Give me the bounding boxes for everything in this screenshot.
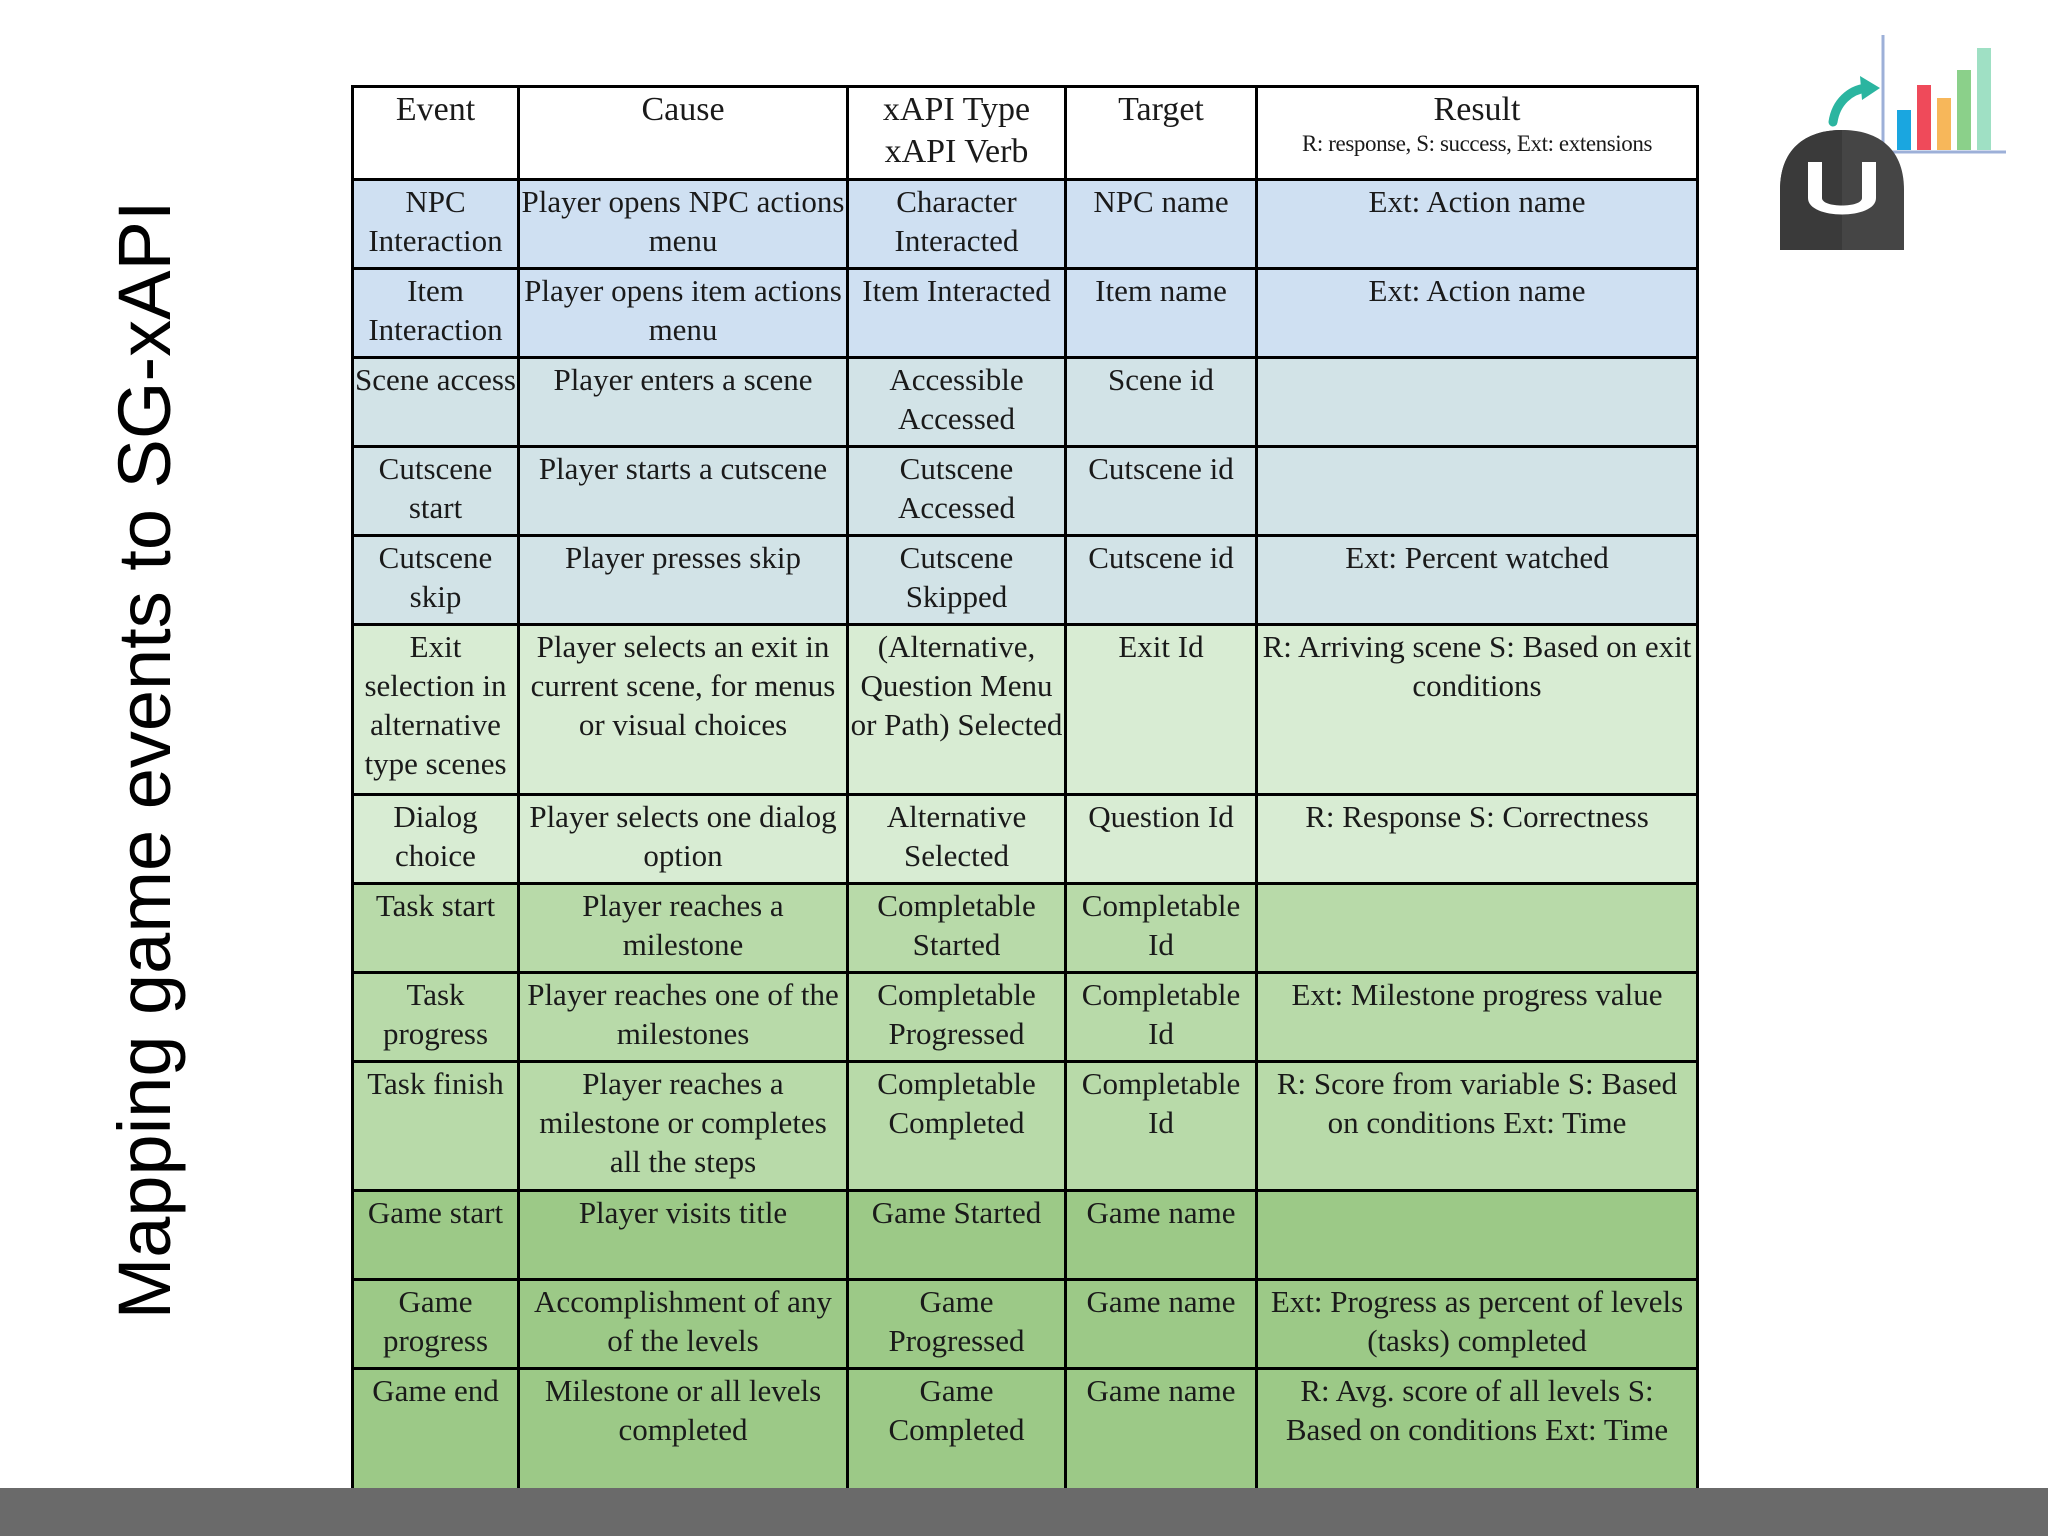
cell-target: Game name bbox=[1066, 1191, 1257, 1280]
cell-cause: Player reaches one of the milestones bbox=[519, 973, 848, 1062]
event-mapping-table bbox=[351, 85, 1699, 1499]
cell-result bbox=[1257, 358, 1698, 447]
cell-event: Game end bbox=[353, 1369, 519, 1498]
header-target: Target bbox=[1066, 87, 1257, 180]
header-result bbox=[1257, 87, 1698, 180]
cell-result: R: Avg. score of all levels S: Based on conditions Ext: Time bbox=[1257, 1369, 1698, 1498]
logo-graphic bbox=[1770, 30, 2010, 260]
cell-result: R: Score from variable S: Based on conditions Ext: Time bbox=[1257, 1062, 1698, 1191]
table-row bbox=[353, 536, 1698, 625]
cell-target: Completable Id bbox=[1066, 1062, 1257, 1191]
cell-event: Task finish bbox=[353, 1062, 519, 1191]
cell-xapi: Game Completed bbox=[848, 1369, 1066, 1498]
cell-xapi: Accessible Accessed bbox=[848, 358, 1066, 447]
cell-cause: Accomplishment of any of the levels bbox=[519, 1280, 848, 1369]
cell-xapi: Cutscene Skipped bbox=[848, 536, 1066, 625]
cell-xapi: Game Progressed bbox=[848, 1280, 1066, 1369]
cell-target: Scene id bbox=[1066, 358, 1257, 447]
table-row bbox=[353, 973, 1698, 1062]
cell-target: Exit Id bbox=[1066, 625, 1257, 795]
cell-result: R: Response S: Correctness bbox=[1257, 795, 1698, 884]
cell-target: Game name bbox=[1066, 1369, 1257, 1498]
cell-xapi: Item Interacted bbox=[848, 269, 1066, 358]
cell-result bbox=[1257, 884, 1698, 973]
slide-title: Mapping game events to SG-xAPI bbox=[103, 200, 186, 1320]
cell-result bbox=[1257, 1191, 1698, 1280]
slide-title-wrap bbox=[105, 160, 185, 1360]
cell-event: Item Interaction bbox=[353, 269, 519, 358]
cell-cause: Player opens NPC actions menu bbox=[519, 180, 848, 269]
cell-xapi: Completable Progressed bbox=[848, 973, 1066, 1062]
cell-event: NPC Interaction bbox=[353, 180, 519, 269]
cell-xapi: Character Interacted bbox=[848, 180, 1066, 269]
cell-target: Completable Id bbox=[1066, 884, 1257, 973]
cell-cause: Player reaches a milestone or completes all the steps bbox=[519, 1062, 848, 1191]
cell-target: Cutscene id bbox=[1066, 536, 1257, 625]
cell-cause: Player opens item actions menu bbox=[519, 269, 848, 358]
cell-result: Ext: Milestone progress value bbox=[1257, 973, 1698, 1062]
cell-event: Game start bbox=[353, 1191, 519, 1280]
header-result-title: Result bbox=[1433, 91, 1521, 128]
table-row bbox=[353, 625, 1698, 795]
cell-result bbox=[1257, 447, 1698, 536]
header-cause: Cause bbox=[519, 87, 848, 180]
cell-result: Ext: Progress as percent of levels (tasks) completed bbox=[1257, 1280, 1698, 1369]
cell-event: Scene access bbox=[353, 358, 519, 447]
cell-result: Ext: Action name bbox=[1257, 269, 1698, 358]
cell-cause: Player visits title bbox=[519, 1191, 848, 1280]
cell-xapi: Alternative Selected bbox=[848, 795, 1066, 884]
cell-result: Ext: Action name bbox=[1257, 180, 1698, 269]
table-row bbox=[353, 1369, 1698, 1498]
header-xapi-verb: xAPI Verb bbox=[884, 133, 1029, 170]
header-event: Event bbox=[353, 87, 519, 180]
table-row bbox=[353, 447, 1698, 536]
cell-event: Game progress bbox=[353, 1280, 519, 1369]
table-row bbox=[353, 795, 1698, 884]
table-row bbox=[353, 269, 1698, 358]
cell-xapi: Cutscene Accessed bbox=[848, 447, 1066, 536]
cell-cause: Player starts a cutscene bbox=[519, 447, 848, 536]
header-result-legend: R: response, S: success, Ext: extensions bbox=[1301, 131, 1653, 156]
cell-cause: Milestone or all levels completed bbox=[519, 1369, 848, 1498]
cell-result: R: Arriving scene S: Based on exit conditions bbox=[1257, 625, 1698, 795]
cell-cause: Player selects an exit in current scene, for menus or visual choices bbox=[519, 625, 848, 795]
table-header-row bbox=[353, 87, 1698, 180]
cell-target: Game name bbox=[1066, 1280, 1257, 1369]
cell-xapi: Game Started bbox=[848, 1191, 1066, 1280]
table-row bbox=[353, 1062, 1698, 1191]
cell-event: Task progress bbox=[353, 973, 519, 1062]
cell-target: Cutscene id bbox=[1066, 447, 1257, 536]
footer-bar bbox=[0, 1488, 2048, 1536]
table-row bbox=[353, 180, 1698, 269]
cell-cause: Player selects one dialog option bbox=[519, 795, 848, 884]
cell-event: Task start bbox=[353, 884, 519, 973]
header-xapi-type: xAPI Type bbox=[882, 91, 1031, 128]
table-row bbox=[353, 1191, 1698, 1280]
cell-event: Cutscene skip bbox=[353, 536, 519, 625]
header-xapi bbox=[848, 87, 1066, 180]
cell-event: Dialog choice bbox=[353, 795, 519, 884]
cell-xapi: Completable Started bbox=[848, 884, 1066, 973]
cell-cause: Player presses skip bbox=[519, 536, 848, 625]
cell-xapi: (Alternative, Question Menu or Path) Selected bbox=[848, 625, 1066, 795]
cell-target: NPC name bbox=[1066, 180, 1257, 269]
cell-result: Ext: Percent watched bbox=[1257, 536, 1698, 625]
cell-event: Exit selection in alternative type scenes bbox=[353, 625, 519, 795]
cell-cause: Player enters a scene bbox=[519, 358, 848, 447]
cell-cause: Player reaches a milestone bbox=[519, 884, 848, 973]
cell-target: Item name bbox=[1066, 269, 1257, 358]
cell-xapi: Completable Completed bbox=[848, 1062, 1066, 1191]
table-row bbox=[353, 358, 1698, 447]
table-row bbox=[353, 1280, 1698, 1369]
table-body bbox=[353, 180, 1698, 1498]
uadventure-analytics-logo bbox=[1770, 30, 2010, 260]
cell-target: Completable Id bbox=[1066, 973, 1257, 1062]
table-row bbox=[353, 884, 1698, 973]
cell-target: Question Id bbox=[1066, 795, 1257, 884]
cell-event: Cutscene start bbox=[353, 447, 519, 536]
